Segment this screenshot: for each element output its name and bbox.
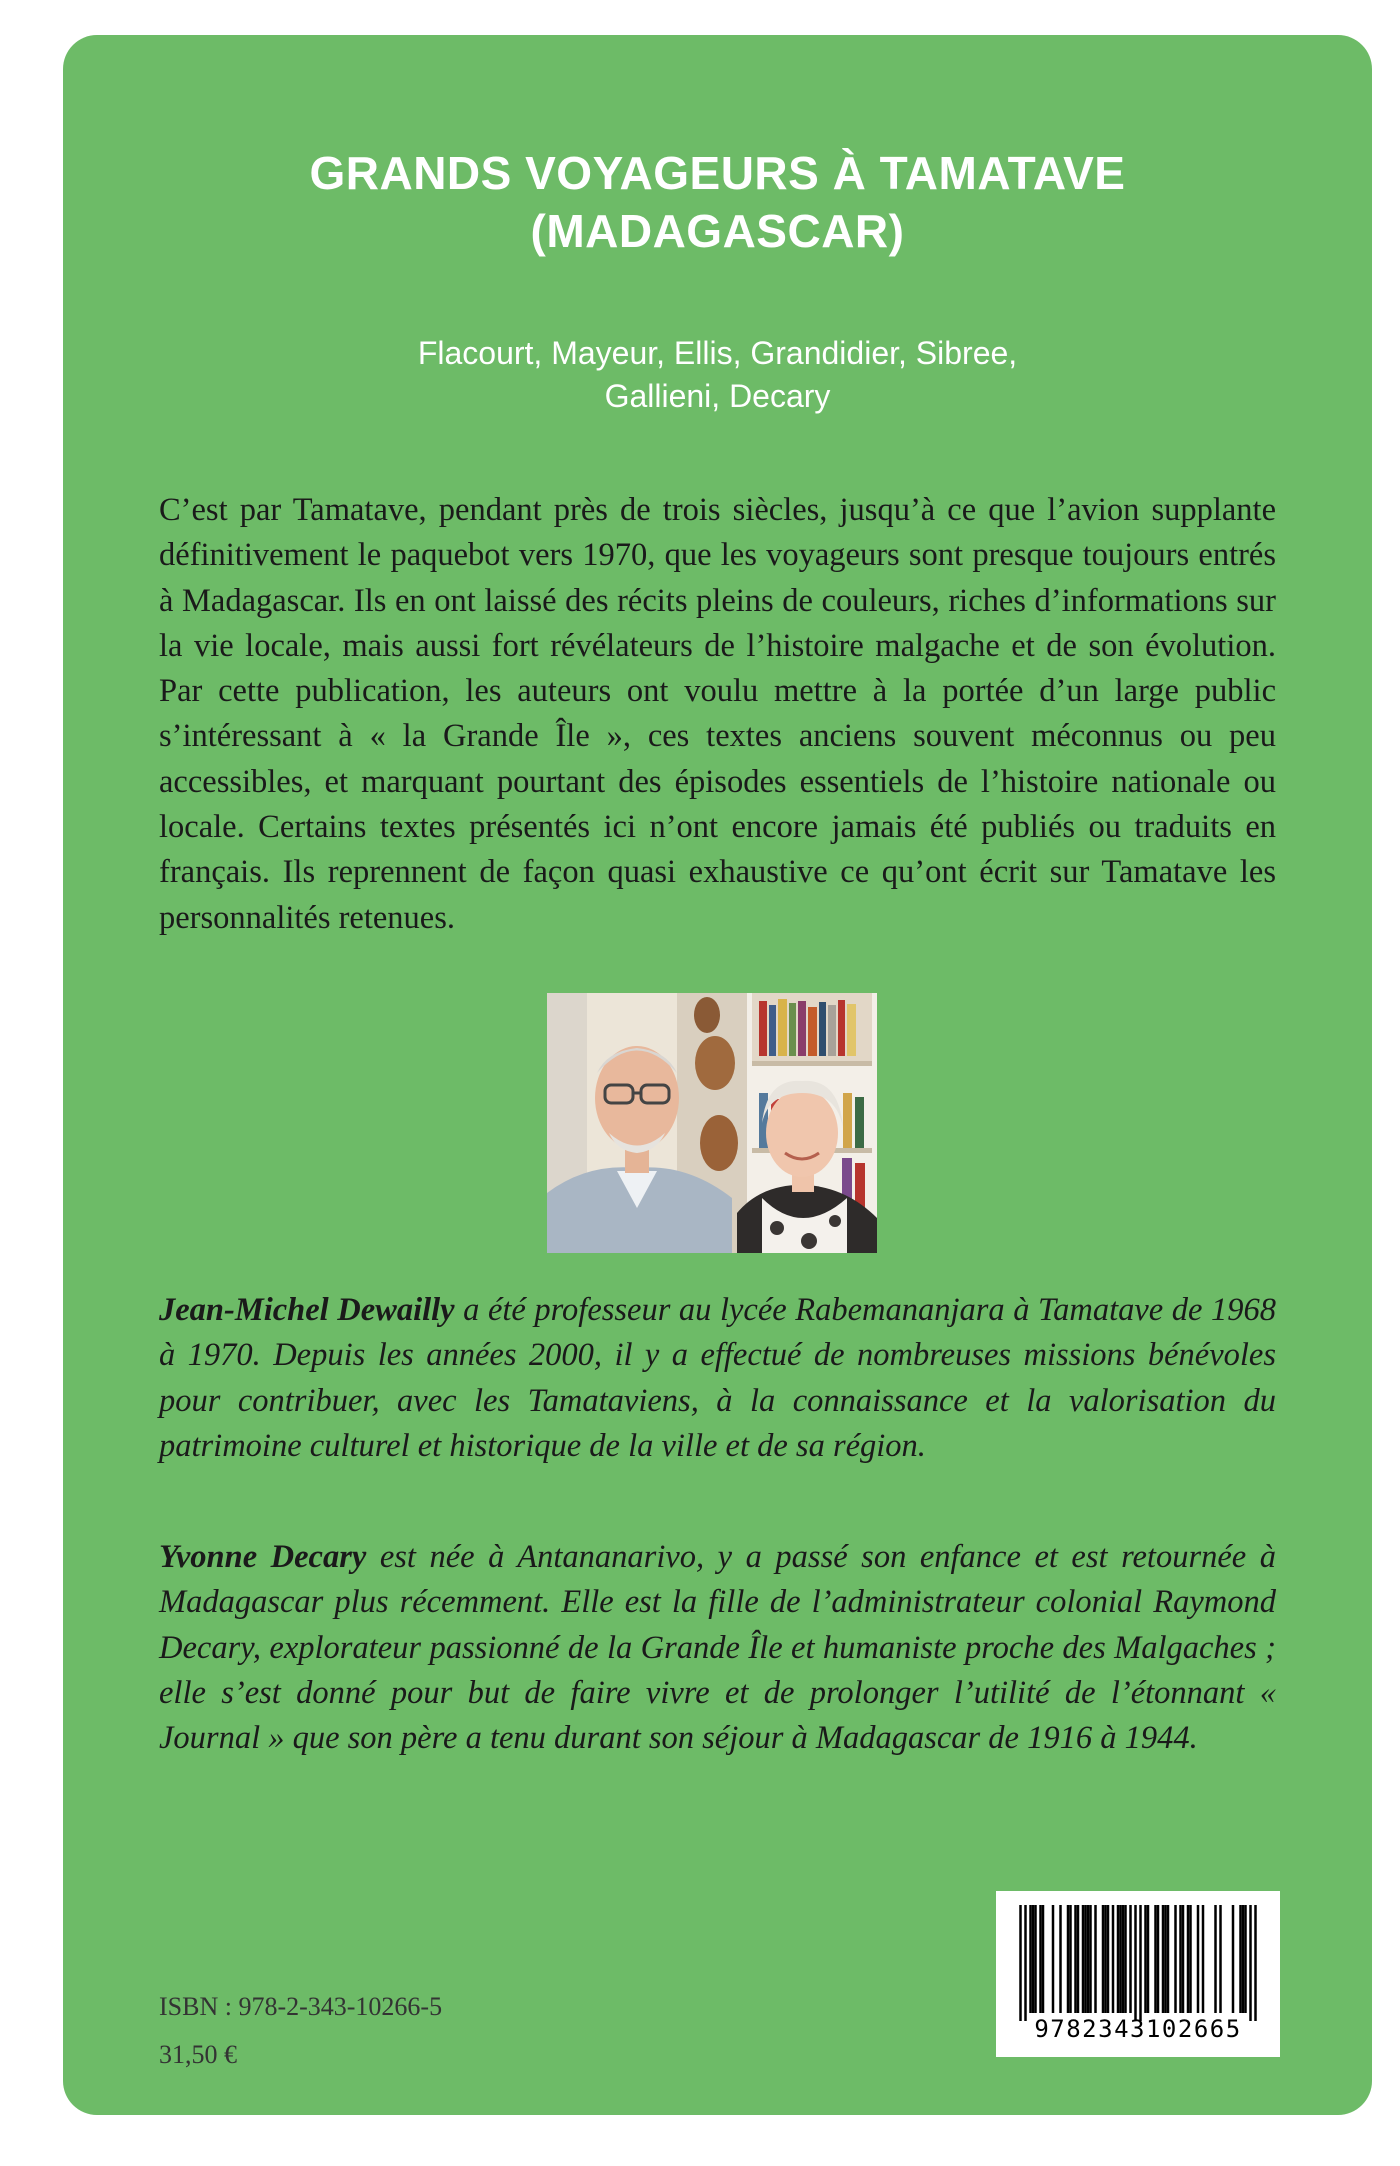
book-summary: C’est par Tamatave, pendant près de trois siècles, jusqu’à ce que l’avion supplante définitivement le paquebot vers 1970, que les voyageurs sont presque toujours entrés à Madagascar. Ils en ont laissé des récits pleins de couleurs, riches d’informations sur la vie locale, mais aussi fort révélateurs de l’histoire malgache et de son évolution. Par cette publication, les auteurs ont voulu mettre à la portée d’un large public s’intéressant à « la Grande Île », ces textes anciens souvent méconnus ou peu accessibles, et marquant pourtant des épisodes essentiels de l’histoire nationale ou locale. Certains textes présentés ici n’ont encore jamais été publiés ou traduits en français. Ils reprennent de façon quasi exhaustive ce qu’ont écrit sur Tamatave les personnalités retenues. bbox=[159, 492, 1276, 936]
barcode-bar bbox=[1239, 1905, 1242, 2013]
barcode-bar bbox=[1104, 1905, 1107, 2013]
barcode-bar bbox=[1087, 1905, 1090, 2013]
author-bio-decary bbox=[159, 1535, 1276, 1761]
barcode-bar bbox=[1197, 1905, 1200, 2013]
barcode-bar bbox=[1052, 1905, 1055, 2013]
barcode-bar bbox=[1039, 1905, 1042, 2013]
author-bio-text: est née à Antananarivo, y a passé son enfance et est retournée à Madagascar plus récemment. Elle est la fille de l’administrateur colonial Raymond Decary, explorateur passionné de la Grande Île et humaniste proche des Malgaches ; elle s’est donné pour but de faire vivre et de prolonger l’utilité de l’étonnant « Journal » que son père a tenu durant son séjour à Madagascar de 1916 à 1944. bbox=[159, 1539, 1276, 1757]
barcode-bar bbox=[1144, 1905, 1147, 2013]
barcode-bar bbox=[1129, 1905, 1132, 2013]
author-name-dewailly: Jean-Michel Dewailly bbox=[159, 1292, 455, 1328]
barcode-bar bbox=[1164, 1905, 1167, 2013]
barcode-bar bbox=[1082, 1905, 1085, 2013]
barcode-bar bbox=[1077, 1905, 1080, 2013]
barcode-bar bbox=[1154, 1905, 1157, 2013]
barcode-bar bbox=[1202, 1905, 1205, 2013]
barcode-bar bbox=[1067, 1905, 1070, 2013]
barcode-bar bbox=[1157, 1905, 1160, 2013]
author-bio-dewailly bbox=[159, 1288, 1276, 1469]
barcode-bar bbox=[1182, 1905, 1185, 2013]
barcode-bar bbox=[1179, 1905, 1182, 2013]
barcode-bar bbox=[1242, 1905, 1245, 2013]
barcode-bar bbox=[1094, 1905, 1097, 2013]
barcode-bar bbox=[1187, 1905, 1190, 2013]
barcode-bar bbox=[1029, 1905, 1032, 2013]
barcode-bar bbox=[1162, 1905, 1165, 2013]
barcode-bar bbox=[1249, 1905, 1252, 2021]
barcode-bar bbox=[1139, 1905, 1142, 2021]
barcode-bar bbox=[1084, 1905, 1087, 2013]
subtitle-line-2: Gallieni, Decary bbox=[604, 378, 831, 414]
barcode-bar bbox=[1244, 1905, 1247, 2013]
barcode-bar bbox=[1167, 1905, 1170, 2013]
barcode-bar bbox=[1119, 1905, 1122, 2013]
barcode-bar bbox=[1069, 1905, 1072, 2013]
barcode-bar bbox=[1219, 1905, 1222, 2013]
author-name-decary: Yvonne Decary bbox=[159, 1539, 367, 1575]
barcode-bar bbox=[1019, 1905, 1022, 2021]
barcode-bar bbox=[1117, 1905, 1120, 2013]
barcode-bar bbox=[1074, 1905, 1077, 2013]
barcode-bar bbox=[1232, 1905, 1235, 2013]
barcode-bar bbox=[1107, 1905, 1110, 2013]
barcode-bar bbox=[1032, 1905, 1035, 2013]
subtitle-line-1: Flacourt, Mayeur, Ellis, Grandidier, Sibree, bbox=[417, 335, 1018, 371]
book-title-line-1: GRANDS VOYAGEURS À TAMATAVE bbox=[309, 147, 1126, 199]
book-title-line-2: (MADAGASCAR) bbox=[530, 205, 905, 257]
barcode-bar bbox=[1112, 1905, 1115, 2013]
barcode-bar bbox=[1147, 1905, 1150, 2013]
barcode-bar bbox=[1089, 1905, 1092, 2013]
isbn-label: ISBN : 978-2-343-10266-5 bbox=[159, 1992, 443, 2021]
barcode-bar bbox=[1059, 1905, 1062, 2013]
barcode-bar bbox=[1042, 1905, 1045, 2013]
authors-photo bbox=[547, 993, 877, 1253]
barcode-bar bbox=[1214, 1905, 1217, 2013]
barcode-bar bbox=[1189, 1905, 1192, 2013]
barcode-bar bbox=[1034, 1905, 1037, 2013]
barcode-bar bbox=[1134, 1905, 1137, 2021]
price-label: 31,50 € bbox=[159, 2040, 237, 2069]
barcode-digits: 9782343102665 bbox=[1034, 2015, 1242, 2043]
barcode-bar bbox=[1024, 1905, 1027, 2021]
barcode-bar bbox=[1122, 1905, 1125, 2013]
barcode-bar bbox=[1124, 1905, 1127, 2013]
barcode-bar bbox=[1102, 1905, 1105, 2013]
back-cover bbox=[63, 35, 1372, 2115]
barcode-bar bbox=[1174, 1905, 1177, 2013]
author-bio-text: a été professeur au lycée Rabemananjara à Tamatave de 1968 à 1970. Depuis les années 2000, il y a effectué de nombreuses missions bénévoles pour contribuer, avec les Tamataviens, à la connaissance et la valorisation du patrimoine culturel et historique de la ville et de sa région. bbox=[159, 1292, 1276, 1464]
barcode bbox=[996, 1891, 1280, 2057]
barcode-bar bbox=[1254, 1905, 1257, 2021]
